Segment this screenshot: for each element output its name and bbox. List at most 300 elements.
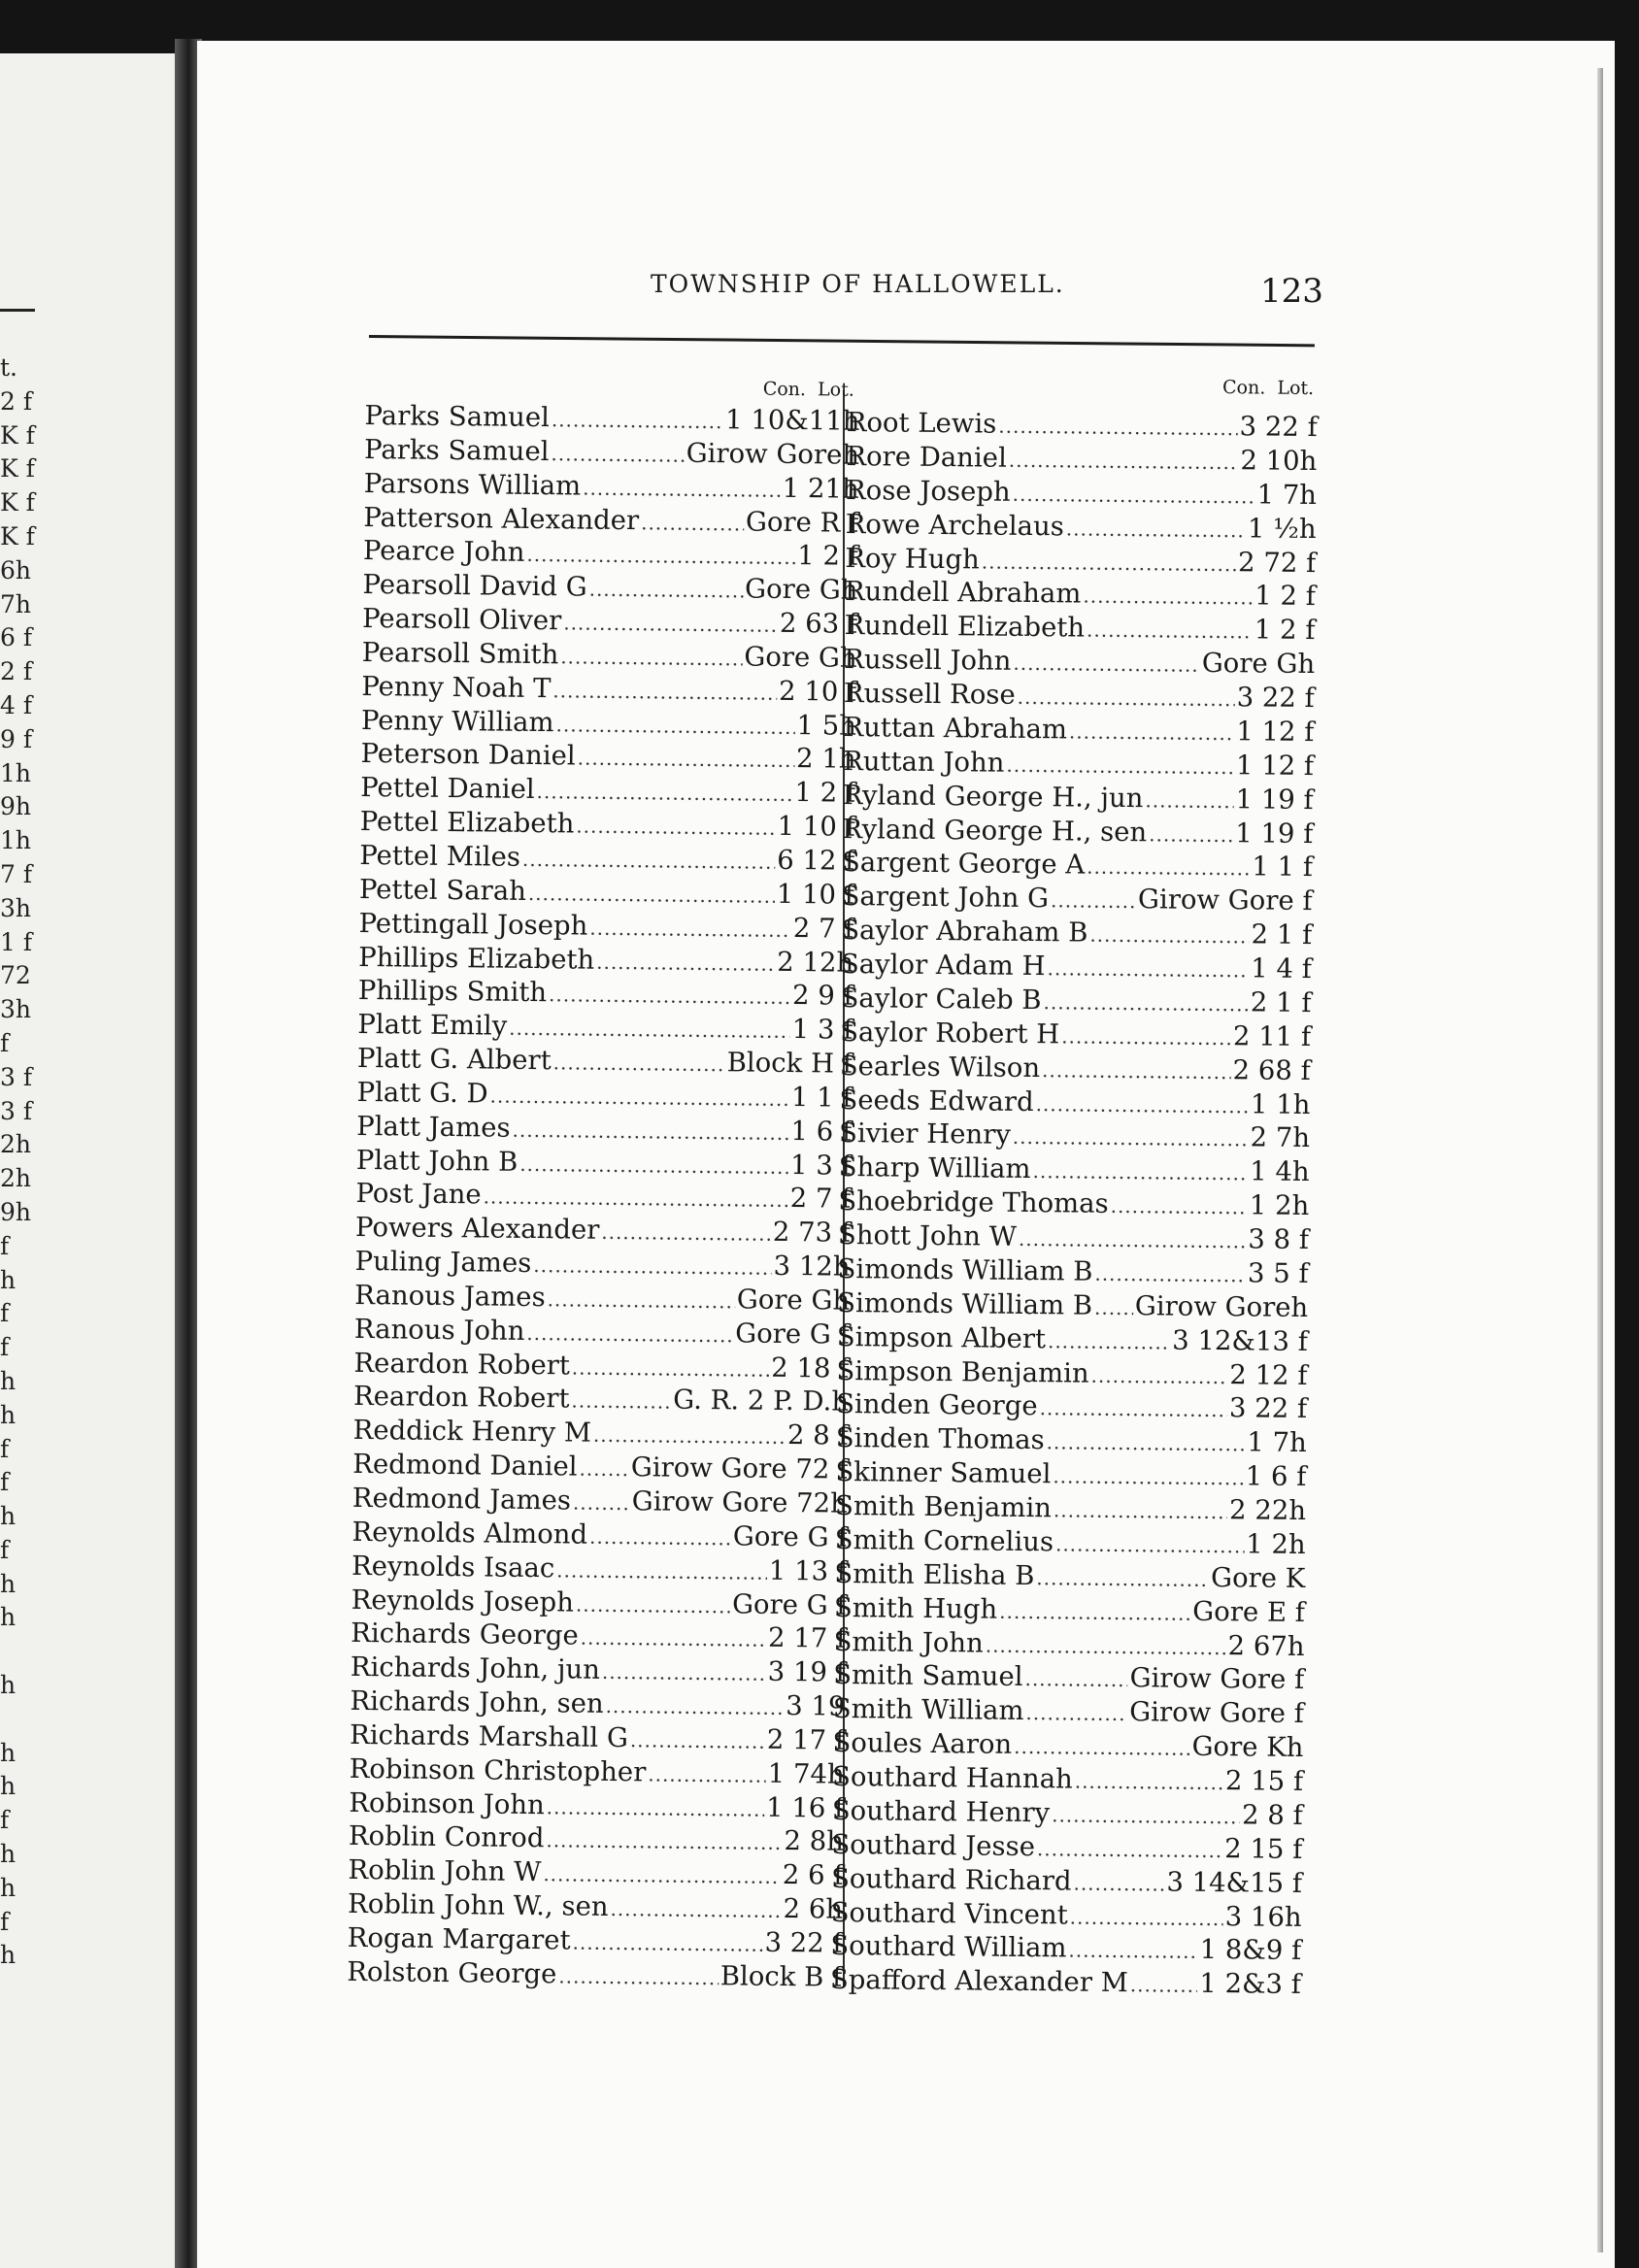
facing-page-text-fragment [0,351,39,1973]
entry-concession-lot: Gore G f [732,1520,848,1553]
leader-dots [1083,580,1253,616]
fragment-text: 2 f [0,657,33,686]
directory-entry [355,1211,851,1251]
leader-dots [558,1959,719,1995]
entry-name: Roy Hugh [845,542,981,575]
entry-name: Spafford Alexander M [829,1964,1129,1999]
fragment-text: h [0,1840,17,1869]
leader-dots [588,573,743,609]
entry-name: Smith Elisha B [834,1557,1035,1591]
entry-concession-lot: 1 7h [1247,1426,1307,1459]
entry-name: Platt John B [355,1144,518,1178]
directory-entry [831,1895,1302,1934]
entry-name: Southard Jesse [831,1828,1036,1862]
entry-name: Saylor Caleb B [840,982,1042,1017]
directory-entry [841,914,1312,952]
entry-name: Southard Vincent [830,1896,1068,1930]
directory-entry [838,1218,1309,1257]
entry-name: Rore Daniel [846,440,1008,474]
entry-concession-lot: 2 12 f [1229,1358,1308,1391]
fragment-text: K f [0,420,35,450]
leader-dots [1145,784,1233,818]
directory-entry [351,1550,847,1589]
leader-dots [1014,1730,1190,1766]
entry-concession-lot: 2 6 f [782,1859,844,1891]
entry-name: Reardon Robert [352,1381,570,1415]
entry-list [347,399,860,1994]
entry-name: Redmond James [351,1482,572,1517]
fragment-text: 9h [0,792,32,821]
leader-dots [576,1587,730,1623]
entry-concession-lot: 1 2 f [794,777,856,810]
directory-entry [349,1786,844,1826]
leader-dots [1110,1189,1248,1224]
entry-concession-lot: 1 2&3 f [1199,1968,1302,2001]
entry-name: Simpson Benjamin [836,1354,1089,1389]
leader-dots [1006,748,1234,784]
fragment-text: h [0,1265,17,1294]
entry-concession-lot: 1 1 f [790,1081,853,1114]
fragment-text: 6 f [0,623,33,652]
entry-concession-lot: 2 10h [1240,445,1318,477]
fragment-text: h [0,1873,17,1902]
directory-entry [363,501,858,541]
entry-concession-lot: 1 74h [767,1757,845,1790]
entry-concession-lot: 1 2h [1246,1528,1306,1560]
entry-name: Robinson John [349,1786,545,1820]
entry-name: Smith Samuel [833,1659,1023,1693]
directory-entry [834,1591,1305,1630]
leader-dots [1047,951,1249,987]
fragment-text: 2h [0,1164,32,1193]
entry-concession-lot: 3 8 f [1248,1223,1310,1256]
entry-concession-lot: 1 4 f [1251,952,1313,985]
leader-dots [1043,985,1249,1021]
entry-name: Searles Wilson [839,1050,1041,1084]
entry-concession-lot: 2 7h [1250,1121,1311,1154]
fragment-text: 7 f [0,859,33,888]
entry-concession-lot: Girow Gore f [1129,1662,1305,1696]
directory-entry [836,1421,1307,1460]
entry-name: Ranous James [354,1279,546,1314]
fragment-text: f [0,1333,10,1362]
entry-name: Sargent John G [841,881,1050,915]
entry-concession-lot: 3 22 f [1239,411,1318,444]
entry-concession-lot: Block H f [726,1047,853,1080]
entry-name: Pearce John [362,535,525,569]
entry-name: Reynolds Almond [351,1516,588,1551]
entry-concession-lot: G. R. 2 P. D.h [673,1384,850,1418]
leader-dots [543,1857,781,1894]
leader-dots [555,708,794,745]
leader-dots [1069,715,1235,750]
directory-entry [837,1286,1308,1325]
directory-entry [352,1448,848,1487]
directory-entry [356,1144,852,1184]
entry-concession-lot: 1 21h [782,472,859,505]
directory-entry [841,880,1312,918]
entry-name: Sivier Henry [838,1117,1012,1151]
entry-name: Pearsoll Oliver [361,603,562,637]
leader-dots [576,810,776,846]
entry-concession-lot: 3 5 f [1247,1257,1309,1289]
fragment-text: K f [0,488,35,517]
entry-name: Richards George [351,1618,579,1651]
fragment-text: 3h [0,893,32,922]
entry-concession-lot: 3 22 f [1236,682,1315,715]
leader-dots [577,742,794,778]
entry-name: Richards John, jun [350,1651,601,1686]
fragment-text: f [0,1299,10,1328]
directory-entry [353,1380,849,1419]
entry-concession-lot: 2 7 f [789,1183,852,1216]
leader-dots [602,1655,766,1691]
leader-dots [641,506,744,541]
entry-name: Parsons William [363,467,582,502]
entry-name: Seeds Edward [839,1084,1034,1117]
leader-dots [526,1317,733,1352]
leader-dots [1061,1019,1231,1055]
directory-entry [845,508,1316,547]
entry-concession-lot: 2 8 f [1241,1799,1303,1831]
leader-dots [572,1351,770,1386]
leader-dots [1068,1934,1198,1969]
entry-name: Smith Cornelius [834,1523,1054,1558]
directory-entry [359,839,854,879]
entry-concession-lot: 1 10 f [776,878,855,911]
entry-concession-lot: Gore Gh [736,1284,851,1317]
entry-name: Ryland George H., sen [842,813,1148,848]
leader-dots [526,538,795,575]
entry-concession-lot: 2 7 f [792,912,854,945]
entry-concession-lot: Gore Gh [1201,647,1316,681]
leader-dots [1036,1561,1209,1597]
leader-dots [1087,850,1251,886]
leader-dots [1009,444,1239,480]
directory-entry [839,1083,1310,1121]
entry-concession-lot: 1 ½h [1247,512,1317,545]
directory-entry [353,1347,849,1386]
entry-concession-lot: 1 6 f [790,1115,853,1148]
directory-entry [364,433,859,473]
fragment-text: f [0,1806,10,1835]
directory-entry [844,643,1315,682]
entry-concession-lot: 2 15 f [1224,1765,1304,1798]
fragment-text: 2 f [0,386,33,416]
entry-name: Ruttan Abraham [843,711,1068,746]
leader-dots [519,1147,788,1184]
fragment-text: h [0,1738,17,1767]
entry-name: Simonds William B [837,1252,1093,1287]
entry-name: Reddick Henry M [352,1415,592,1450]
entry-name: Reynolds Isaac [351,1550,555,1584]
fragment-text: f [0,1028,10,1057]
fragment-text: 1h [0,826,32,855]
leader-dots [1025,1696,1127,1731]
entry-list [830,406,1318,2002]
entry-concession-lot: 2 17 f [766,1723,846,1756]
entry-concession-lot: Gore G f [731,1587,847,1621]
fragment-text: f [0,1535,10,1564]
entry-name: Platt G. D [356,1076,488,1110]
entry-concession-lot: 3 19 f [767,1656,847,1688]
directory-entry [842,846,1313,884]
fragment-text [0,1635,39,1669]
leader-dots [1052,1798,1240,1834]
entry-concession-lot: 1 12 f [1235,749,1315,782]
entry-concession-lot: 1 10 f [777,810,855,843]
entry-name: Ranous John [353,1313,525,1347]
directory-entry [348,1887,843,1927]
entry-name: Sinden George [836,1388,1038,1422]
entry-name: Patterson Alexander [363,501,640,536]
entry-name: Reardon Robert [353,1347,571,1382]
page-number: 123 [1260,272,1323,311]
fragment-text: f [0,1434,10,1463]
leader-dots [601,1216,771,1251]
directory-entry [839,1117,1310,1155]
entry-name: Simonds William B [837,1286,1093,1321]
entry-name: Richards Marshall G [349,1718,629,1754]
directory-entry [357,1008,853,1048]
directory-entry [837,1252,1308,1291]
entry-concession-lot: 1 1h [1250,1087,1311,1120]
leader-dots [489,1079,789,1116]
leader-dots [512,1113,788,1150]
leader-dots [583,471,781,507]
leader-dots [552,403,724,439]
directory-entry [843,779,1314,817]
entry-concession-lot: 2 8h [784,1825,845,1858]
leader-dots [589,911,791,947]
leader-dots [1012,478,1254,514]
fragment-text: 1h [0,758,32,787]
fragment-text: 4 f [0,690,33,719]
running-title: TOWNSHIP OF HALLOWELL. [651,270,1065,298]
leader-dots [546,1824,782,1861]
leader-dots [560,640,742,676]
entry-name: Roblin John W., sen [347,1888,609,1923]
entry-name: Simpson Albert [836,1320,1047,1354]
directory-entry [350,1684,845,1724]
leader-dots [553,1046,725,1082]
entry-concession-lot: 2 67h [1227,1629,1305,1662]
entry-name: Pearsoll Smith [361,636,559,671]
leader-dots [1024,1662,1127,1697]
fragment-text: 72 [0,961,31,990]
leader-dots [1037,1832,1223,1868]
leader-dots [1019,1222,1247,1258]
directory-entry [360,737,855,777]
directory-entry [840,982,1311,1020]
leader-dots [579,1452,629,1486]
leader-dots [1032,1154,1248,1190]
entry-concession-lot: 1 3 f [789,1149,852,1182]
leader-dots [536,775,792,812]
directory-entry [349,1819,844,1859]
directory-entry [351,1651,846,1690]
directory-entry [837,1320,1308,1359]
entry-concession-lot: 1 2 f [797,540,859,573]
directory-entry [844,677,1315,716]
leader-dots [1130,1968,1198,2003]
directory-entry [359,873,854,913]
entry-name: Phillips Smith [357,975,548,1009]
leader-dots [1013,647,1200,683]
entry-name: Sinden Thomas [835,1422,1045,1456]
entry-concession-lot: 6 12 f [777,844,855,877]
fragment-text: f [0,1468,10,1497]
leader-dots [1039,1392,1227,1428]
entry-name: Penny Noah T [361,670,552,704]
leader-dots [1094,1290,1133,1324]
leader-dots [1013,1120,1249,1156]
entry-concession-lot: 2 1h [795,743,856,776]
entry-concession-lot: 3 19 [786,1690,846,1722]
entry-name: Smith Benjamin [834,1489,1053,1524]
directory-entry [831,1862,1302,1901]
directory-entry [349,1752,844,1792]
entry-concession-lot: 2 15 f [1224,1832,1303,1865]
entry-name: Post Jane [355,1178,482,1211]
leader-dots [1075,1765,1224,1800]
entry-name: Southard Richard [830,1862,1072,1897]
entry-name: Rolston George [347,1955,557,1990]
directory-entry [836,1353,1307,1392]
entry-name: Rundell Elizabeth [844,610,1086,644]
entry-name: Parks Samuel [364,399,551,434]
entry-name: Root Lewis [846,406,997,440]
entry-name: Ryland George H., jun [842,779,1144,814]
directory-entry [835,1455,1306,1494]
leader-dots [999,1594,1190,1630]
entry-concession-lot: 2 18 f [771,1351,850,1384]
leader-dots [571,1384,671,1419]
leader-dots [522,843,776,880]
entry-name: Ruttan John [842,745,1005,779]
entry-name: Sargent George A [841,847,1086,881]
entry-concession-lot: 3 12&13 f [1172,1324,1309,1357]
fragment-text: h [0,1502,17,1531]
leader-dots [573,1486,630,1521]
directory-entry [363,534,858,574]
entry-name: Soules Aaron [832,1727,1013,1760]
directory-entry [355,1177,851,1217]
entry-name: Pettel Miles [359,839,521,873]
entry-name: Saylor Robert H [840,1016,1060,1051]
directory-entry [356,1110,852,1150]
leader-dots [1042,1053,1231,1089]
directory-entry [354,1279,850,1318]
directory-entry [845,541,1316,580]
fragment-text: 3 f [0,1096,33,1125]
entry-name: Rose Joseph [845,474,1011,508]
directory-entry [357,1042,853,1082]
entry-concession-lot: 1 19 f [1235,783,1314,816]
leader-dots [547,1790,765,1826]
leader-dots [593,1418,786,1454]
fragment-text: h [0,1400,17,1429]
entry-name: Rundell Abraham [844,576,1082,610]
directory-entry [833,1624,1304,1663]
directory-entry [354,1245,850,1284]
fragment-text: f [0,1907,10,1936]
directory-entry [351,1617,846,1656]
entry-concession-lot: 2 17 f [767,1622,847,1655]
entry-concession-lot: Girow Gore f [1137,884,1313,917]
leader-dots [551,437,685,472]
directory-entry [364,399,859,439]
directory-entry [348,1921,843,1961]
entry-concession-lot: 2 63 f [779,607,858,640]
entry-name: Saylor Abraham B [841,915,1088,949]
leader-dots [1094,1257,1246,1293]
facing-page-rule [0,309,35,312]
directory-entry [847,406,1318,445]
entry-concession-lot: 3 14&15 f [1166,1866,1303,1899]
entry-concession-lot: Block B f [719,1960,843,1993]
directory-entry [841,948,1312,986]
leader-dots [630,1723,765,1758]
directory-entry [350,1718,845,1758]
fragment-text: 1 f [0,927,33,956]
directory-entry [356,1076,852,1116]
entry-concession-lot: 1 16 f [765,1791,845,1824]
directory-entry [362,602,857,642]
leader-dots [1089,918,1250,954]
leader-dots [580,1621,766,1657]
directory-entry [833,1658,1304,1697]
leader-dots [1149,817,1233,852]
entry-name: Peterson Daniel [360,738,576,772]
entry-concession-lot: Gore Kh [1191,1730,1304,1764]
entry-name: Rogan Margaret [347,1921,571,1956]
leader-dots [1048,1324,1171,1359]
directory-entry [358,907,853,947]
entry-name: Phillips Elizabeth [358,941,595,976]
entry-name: Sharp William [838,1151,1031,1185]
directory-entry [360,805,855,845]
entry-name: Russell Rose [843,677,1016,711]
entry-concession-lot: 2 12h [777,946,854,979]
entry-concession-lot: 1 2 f [1254,580,1317,613]
leader-dots [982,545,1237,582]
directory-entry [832,1794,1303,1833]
entry-name: Redmond Daniel [352,1449,578,1483]
entry-name: Pettel Daniel [359,772,535,806]
fragment-text: h [0,1772,17,1801]
directory-entry [835,1523,1306,1562]
page-edge [1597,68,1603,2252]
entry-name: Platt Emily [357,1009,508,1042]
entry-name: Roblin John W [348,1854,542,1888]
entry-concession-lot: Gore Gh [744,641,857,674]
directory-entry [833,1692,1304,1731]
entry-name: Southard Hannah [831,1760,1073,1795]
entry-concession-lot: Gore K [1210,1561,1306,1594]
entry-name: Robinson Christopher [349,1752,647,1788]
leader-dots [1046,1425,1245,1461]
directory-entry [362,568,857,608]
leader-dots [547,1283,735,1318]
directory-entry [830,1963,1301,2002]
leader-dots [589,1520,731,1555]
fragment-text: h [0,1671,17,1700]
entry-concession-lot: 1 1 f [1252,850,1314,884]
entry-concession-lot: 2 8 f [786,1419,849,1452]
leader-dots [572,1925,762,1961]
entry-concession-lot: 3 12h [773,1250,851,1283]
